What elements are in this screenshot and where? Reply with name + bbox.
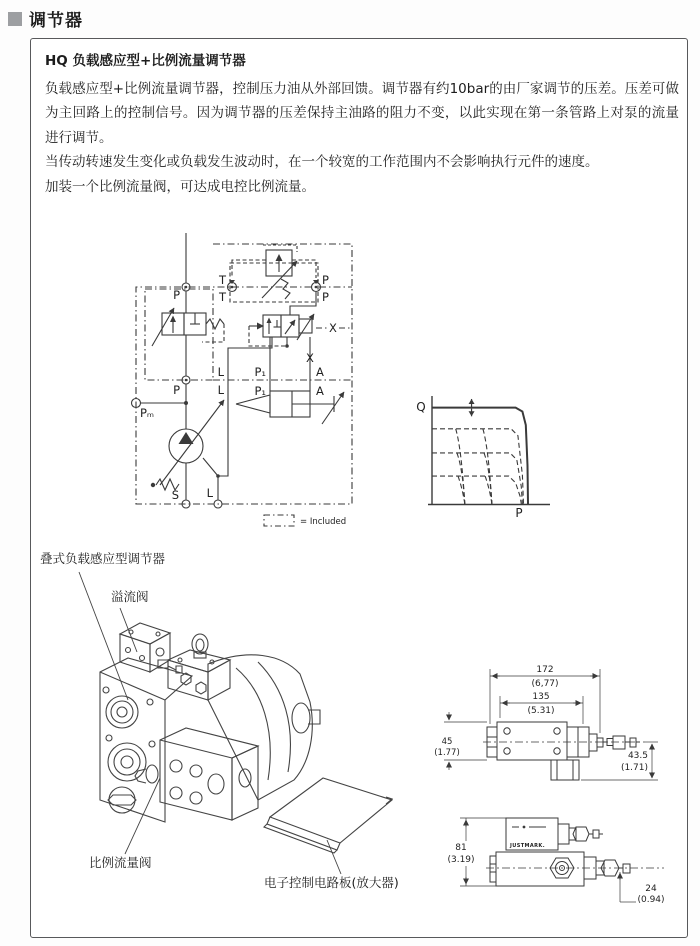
dim-total-width-mm: 172: [536, 665, 554, 675]
label-l-upper: L: [217, 365, 224, 379]
dim-height-mm: 45: [441, 737, 453, 747]
included-legend-text: = Included: [300, 517, 347, 527]
callout-proportional-valve: 比例流量阀: [89, 855, 152, 870]
label-l-lower: L: [217, 383, 224, 397]
label-p-lower: P: [173, 383, 180, 397]
label-a-upper: A: [316, 365, 324, 379]
callout-relief-valve: 溢流阀: [111, 589, 149, 604]
label-x-stub: X: [329, 321, 337, 335]
section-header: [8, 6, 83, 31]
dim-inner-width-in: (5.31): [527, 706, 555, 716]
content-box: [30, 38, 688, 938]
label-x-port: X: [306, 351, 314, 365]
article-paragraph-2: 当传动转速发生变化或负载发生波动时，在一个较宽的工作范围内不会影响执行元件的速度。: [45, 154, 599, 171]
label-p-top: P: [173, 288, 180, 302]
callout-amplifier-board: 电子控制电路板(放大器): [264, 875, 399, 890]
label-s: S: [171, 488, 179, 502]
label-p1-lower: P₁: [254, 384, 266, 398]
dim-side-offset-in: (0.94): [637, 895, 665, 905]
article-paragraph-1: 负载感应型+比例流量调节器，控制压力油从外部回馈。调节器有约10bar的由厂家调节的压差。压差可做为主回路上的控制信号。因为调节器的压差保持主油路的阻力不变，以此实现在第一条管路上对泵的流量进行调节。: [45, 80, 679, 146]
label-t-lower: T: [218, 290, 226, 304]
dim-offset-in: (1.71): [620, 763, 648, 773]
dim-side-offset-mm: 24: [645, 884, 657, 894]
label-a-lower: A: [316, 384, 324, 398]
label-p-rail-lower: P: [322, 290, 329, 304]
label-l-drain: L: [206, 486, 213, 500]
section-bullet-square-icon: [8, 12, 22, 26]
dim-inner-width-mm: 135: [532, 692, 550, 702]
dim-offset-mm: 43.5: [627, 751, 648, 761]
dim-height-in: (1.77): [434, 748, 460, 758]
section-title: 调节器: [29, 11, 83, 31]
callout-stack-regulator: 叠式负载感应型调节器: [40, 551, 166, 566]
dim-total-width-in: (6,77): [531, 679, 559, 689]
article-title: HQ 负载感应型+比例流量调节器: [45, 53, 246, 69]
chart-y-label: Q: [416, 400, 426, 414]
dim-side-height-mm: 81: [455, 843, 467, 853]
article-text-block: [45, 49, 679, 200]
label-p1-upper: P₁: [254, 365, 266, 379]
label-t-upper: T: [218, 273, 226, 287]
brand-label: JUSTMARK.: [510, 843, 546, 849]
label-p-rail-upper: P: [322, 273, 329, 287]
label-pm: Pₘ: [140, 406, 155, 420]
chart-x-label: P: [515, 506, 523, 520]
article-paragraph-3: 加装一个比例流量阀，可达成电控比例流量。: [45, 178, 315, 195]
dim-side-height-in: (3.19): [447, 855, 475, 865]
